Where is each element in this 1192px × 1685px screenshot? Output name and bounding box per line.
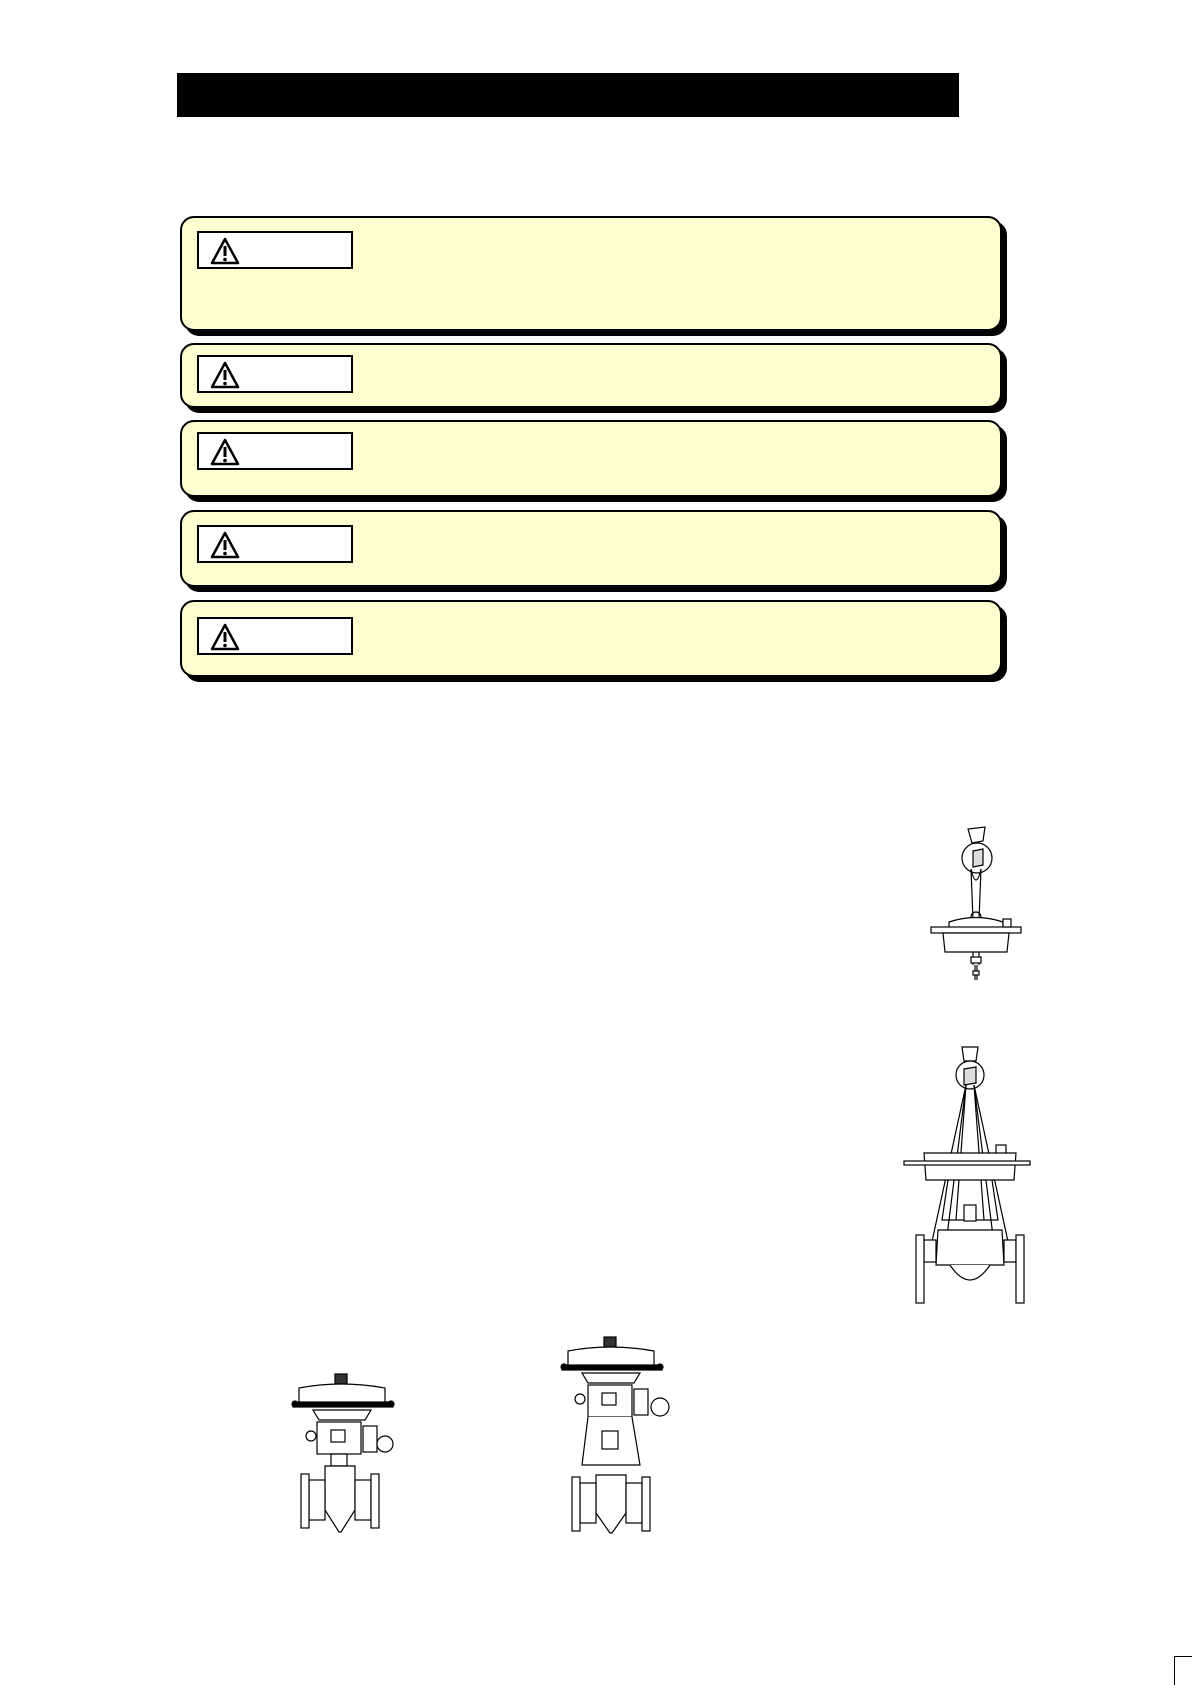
warning-triangle-icon [210,361,240,389]
warning-label-4 [197,525,353,563]
control-valve-diagram-large [560,1335,690,1540]
warning-box-3 [180,420,1002,497]
warning-triangle-icon [210,531,240,559]
warning-label-2 [197,355,353,393]
warning-box-2 [180,343,1002,408]
warning-label-1 [197,231,353,269]
warning-box-5 [180,600,1002,677]
warning-box-4 [180,510,1002,587]
warning-triangle-icon [210,623,240,651]
section-title-bar [177,73,959,117]
warning-box-1 [180,216,1002,331]
control-valve-diagram-small [285,1370,415,1540]
warning-label-3 [197,432,353,470]
warning-triangle-icon [210,438,240,466]
page-corner-mark [1174,1656,1192,1685]
actuator-lifting-diagram [925,825,1025,985]
warning-label-5 [197,617,353,655]
valve-sling-lifting-diagram [900,1045,1035,1305]
warning-triangle-icon [210,237,240,265]
